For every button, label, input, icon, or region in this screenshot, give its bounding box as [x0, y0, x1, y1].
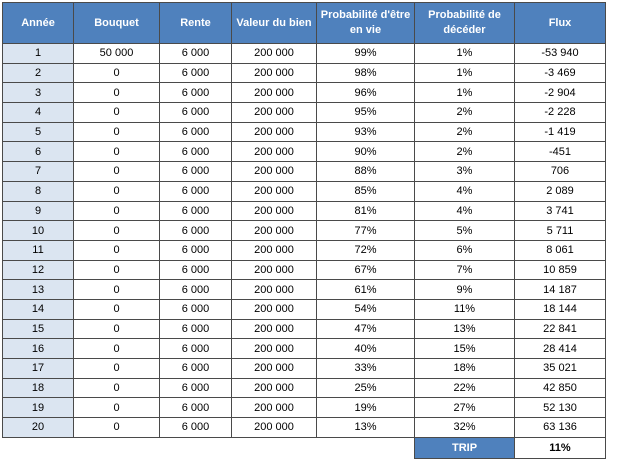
table-row	[3, 319, 606, 339]
cell-prob-vie[interactable]: 67%	[317, 260, 415, 280]
cell-flux[interactable]: 42 850	[515, 378, 606, 398]
trip-row	[3, 437, 606, 458]
cell-annee[interactable]: 19	[3, 398, 74, 418]
cell-annee[interactable]: 17	[3, 359, 74, 379]
cell-prob-deces[interactable]: 32%	[415, 418, 515, 438]
cell-rente[interactable]: 6 000	[160, 201, 232, 221]
cell-prob-vie[interactable]: 90%	[317, 142, 415, 162]
cell-prob-deces[interactable]: 22%	[415, 378, 515, 398]
cell-rente[interactable]: 6 000	[160, 240, 232, 260]
cell-annee[interactable]: 8	[3, 181, 74, 201]
cell-bouquet[interactable]: 0	[74, 398, 160, 418]
cell-prob-deces[interactable]: 1%	[415, 63, 515, 83]
cell-rente[interactable]: 6 000	[160, 221, 232, 241]
cell-prob-vie[interactable]: 95%	[317, 103, 415, 123]
cell-prob-deces[interactable]: 11%	[415, 299, 515, 319]
cell-bouquet[interactable]: 0	[74, 260, 160, 280]
header-rente[interactable]: Rente	[160, 3, 232, 44]
trip-value-cell[interactable]: 11%	[515, 437, 606, 458]
cell-rente[interactable]: 6 000	[160, 418, 232, 438]
cell-bouquet[interactable]: 0	[74, 201, 160, 221]
cell-rente[interactable]: 6 000	[160, 181, 232, 201]
cell-prob-vie[interactable]: 47%	[317, 319, 415, 339]
cell-prob-vie[interactable]: 93%	[317, 122, 415, 142]
cell-bouquet[interactable]: 50 000	[74, 44, 160, 64]
cell-valeur[interactable]: 200 000	[232, 44, 317, 64]
header-row	[3, 3, 606, 44]
cell-prob-vie[interactable]: 40%	[317, 339, 415, 359]
cell-flux[interactable]: 35 021	[515, 359, 606, 379]
cell-valeur[interactable]: 200 000	[232, 63, 317, 83]
cell-flux[interactable]: 8 061	[515, 240, 606, 260]
cell-bouquet[interactable]: 0	[74, 319, 160, 339]
cell-bouquet[interactable]: 0	[74, 103, 160, 123]
cell-valeur[interactable]: 200 000	[232, 359, 317, 379]
cell-annee[interactable]: 12	[3, 260, 74, 280]
cell-flux[interactable]: -451	[515, 142, 606, 162]
trip-label-cell[interactable]: TRIP	[415, 437, 515, 458]
cell-bouquet[interactable]: 0	[74, 181, 160, 201]
cell-annee[interactable]: 9	[3, 201, 74, 221]
cell-valeur[interactable]: 200 000	[232, 319, 317, 339]
cell-rente[interactable]: 6 000	[160, 280, 232, 300]
cell-flux[interactable]: -53 940	[515, 44, 606, 64]
header-annee[interactable]: Année	[3, 3, 74, 44]
cell-valeur[interactable]: 200 000	[232, 103, 317, 123]
header-probabilite-deces[interactable]: Probabilité de décéder	[415, 3, 515, 44]
cell-annee[interactable]: 11	[3, 240, 74, 260]
cell-bouquet[interactable]: 0	[74, 83, 160, 103]
cell-flux[interactable]: 52 130	[515, 398, 606, 418]
cell-bouquet[interactable]: 0	[74, 142, 160, 162]
cell-bouquet[interactable]: 0	[74, 240, 160, 260]
cell-prob-vie[interactable]: 72%	[317, 240, 415, 260]
cell-bouquet[interactable]: 0	[74, 162, 160, 182]
cell-valeur[interactable]: 200 000	[232, 201, 317, 221]
cell-prob-deces[interactable]: 2%	[415, 103, 515, 123]
table-row	[3, 83, 606, 103]
cell-bouquet[interactable]: 0	[74, 122, 160, 142]
header-probabilite-vie[interactable]: Probabilité d'être en vie	[317, 3, 415, 44]
cell-bouquet[interactable]: 0	[74, 359, 160, 379]
cell-bouquet[interactable]: 0	[74, 299, 160, 319]
cell-rente[interactable]: 6 000	[160, 122, 232, 142]
cell-rente[interactable]: 6 000	[160, 83, 232, 103]
cell-flux[interactable]: -2 228	[515, 103, 606, 123]
cell-prob-vie[interactable]: 33%	[317, 359, 415, 379]
table-row	[3, 122, 606, 142]
cell-prob-deces[interactable]: 5%	[415, 221, 515, 241]
cell-prob-vie[interactable]: 88%	[317, 162, 415, 182]
cell-annee[interactable]: 20	[3, 418, 74, 438]
cell-rente[interactable]: 6 000	[160, 378, 232, 398]
cell-prob-vie[interactable]: 77%	[317, 221, 415, 241]
cell-rente[interactable]: 6 000	[160, 319, 232, 339]
cell-rente[interactable]: 6 000	[160, 398, 232, 418]
cell-rente[interactable]: 6 000	[160, 299, 232, 319]
cell-annee[interactable]: 4	[3, 103, 74, 123]
table-row	[3, 103, 606, 123]
cell-prob-deces[interactable]: 18%	[415, 359, 515, 379]
cell-rente[interactable]: 6 000	[160, 162, 232, 182]
cell-valeur[interactable]: 200 000	[232, 418, 317, 438]
table-row	[3, 260, 606, 280]
cell-valeur[interactable]: 200 000	[232, 142, 317, 162]
cell-prob-deces[interactable]: 2%	[415, 142, 515, 162]
cell-prob-deces[interactable]: 9%	[415, 280, 515, 300]
table-body	[3, 44, 606, 438]
cell-flux[interactable]: 5 711	[515, 221, 606, 241]
cell-rente[interactable]: 6 000	[160, 359, 232, 379]
cell-prob-vie[interactable]: 99%	[317, 44, 415, 64]
cell-bouquet[interactable]: 0	[74, 339, 160, 359]
cell-flux[interactable]: 706	[515, 162, 606, 182]
table-row	[3, 280, 606, 300]
cell-rente[interactable]: 6 000	[160, 260, 232, 280]
cell-valeur[interactable]: 200 000	[232, 299, 317, 319]
cell-prob-deces[interactable]: 3%	[415, 162, 515, 182]
cell-flux[interactable]: -2 904	[515, 83, 606, 103]
cell-bouquet[interactable]: 0	[74, 418, 160, 438]
cell-annee[interactable]: 1	[3, 44, 74, 64]
cell-prob-vie[interactable]: 25%	[317, 378, 415, 398]
cell-annee[interactable]: 7	[3, 162, 74, 182]
cell-valeur[interactable]: 200 000	[232, 162, 317, 182]
cell-flux[interactable]: 18 144	[515, 299, 606, 319]
cell-valeur[interactable]: 200 000	[232, 260, 317, 280]
cell-prob-deces[interactable]: 1%	[415, 44, 515, 64]
table-row	[3, 63, 606, 83]
cell-valeur[interactable]: 200 000	[232, 122, 317, 142]
table-row	[3, 418, 606, 438]
cell-annee[interactable]: 10	[3, 221, 74, 241]
cell-flux[interactable]: 14 187	[515, 280, 606, 300]
cell-valeur[interactable]: 200 000	[232, 280, 317, 300]
cell-bouquet[interactable]: 0	[74, 280, 160, 300]
table-row	[3, 181, 606, 201]
cell-valeur[interactable]: 200 000	[232, 339, 317, 359]
table-row	[3, 221, 606, 241]
cell-annee[interactable]: 2	[3, 63, 74, 83]
cell-annee[interactable]: 13	[3, 280, 74, 300]
cell-rente[interactable]: 6 000	[160, 44, 232, 64]
cell-prob-vie[interactable]: 96%	[317, 83, 415, 103]
cell-prob-vie[interactable]: 61%	[317, 280, 415, 300]
cell-flux[interactable]: 22 841	[515, 319, 606, 339]
cell-annee[interactable]: 3	[3, 83, 74, 103]
cell-prob-deces[interactable]: 7%	[415, 260, 515, 280]
cell-prob-vie[interactable]: 19%	[317, 398, 415, 418]
cell-prob-deces[interactable]: 4%	[415, 201, 515, 221]
cell-prob-deces[interactable]: 27%	[415, 398, 515, 418]
cell-prob-vie[interactable]: 85%	[317, 181, 415, 201]
cell-flux[interactable]: 10 859	[515, 260, 606, 280]
table-row	[3, 44, 606, 64]
cell-valeur[interactable]: 200 000	[232, 83, 317, 103]
header-flux[interactable]: Flux	[515, 3, 606, 44]
table-row	[3, 299, 606, 319]
cell-bouquet[interactable]: 0	[74, 221, 160, 241]
cell-annee[interactable]: 5	[3, 122, 74, 142]
cell-prob-vie[interactable]: 13%	[317, 418, 415, 438]
cell-flux[interactable]: 2 089	[515, 181, 606, 201]
cell-flux[interactable]: -1 419	[515, 122, 606, 142]
cell-prob-vie[interactable]: 81%	[317, 201, 415, 221]
cell-prob-deces[interactable]: 13%	[415, 319, 515, 339]
cell-rente[interactable]: 6 000	[160, 339, 232, 359]
cell-valeur[interactable]: 200 000	[232, 398, 317, 418]
table-row	[3, 398, 606, 418]
cell-prob-vie[interactable]: 54%	[317, 299, 415, 319]
table-row	[3, 359, 606, 379]
cell-annee[interactable]: 15	[3, 319, 74, 339]
table-row	[3, 378, 606, 398]
cell-prob-deces[interactable]: 15%	[415, 339, 515, 359]
cell-flux[interactable]: 28 414	[515, 339, 606, 359]
cell-annee[interactable]: 6	[3, 142, 74, 162]
cell-prob-deces[interactable]: 2%	[415, 122, 515, 142]
cell-flux[interactable]: 63 136	[515, 418, 606, 438]
cell-prob-vie[interactable]: 98%	[317, 63, 415, 83]
cell-annee[interactable]: 18	[3, 378, 74, 398]
cell-flux[interactable]: -3 469	[515, 63, 606, 83]
table-row	[3, 201, 606, 221]
table-row	[3, 162, 606, 182]
cell-rente[interactable]: 6 000	[160, 142, 232, 162]
cell-valeur[interactable]: 200 000	[232, 240, 317, 260]
cell-annee[interactable]: 14	[3, 299, 74, 319]
table-row	[3, 339, 606, 359]
cell-prob-deces[interactable]: 1%	[415, 83, 515, 103]
cell-bouquet[interactable]: 0	[74, 378, 160, 398]
cell-rente[interactable]: 6 000	[160, 103, 232, 123]
cell-valeur[interactable]: 200 000	[232, 378, 317, 398]
footer-spacer	[3, 437, 415, 458]
spreadsheet-area	[2, 2, 606, 459]
header-bouquet[interactable]: Bouquet	[74, 3, 160, 44]
cell-prob-deces[interactable]: 4%	[415, 181, 515, 201]
cell-bouquet[interactable]: 0	[74, 63, 160, 83]
cell-flux[interactable]: 3 741	[515, 201, 606, 221]
cell-valeur[interactable]: 200 000	[232, 221, 317, 241]
cell-rente[interactable]: 6 000	[160, 63, 232, 83]
cell-prob-deces[interactable]: 6%	[415, 240, 515, 260]
trip-table	[2, 2, 606, 459]
cell-valeur[interactable]: 200 000	[232, 181, 317, 201]
cell-annee[interactable]: 16	[3, 339, 74, 359]
header-valeur-du-bien[interactable]: Valeur du bien	[232, 3, 317, 44]
table-row	[3, 240, 606, 260]
table-row	[3, 142, 606, 162]
